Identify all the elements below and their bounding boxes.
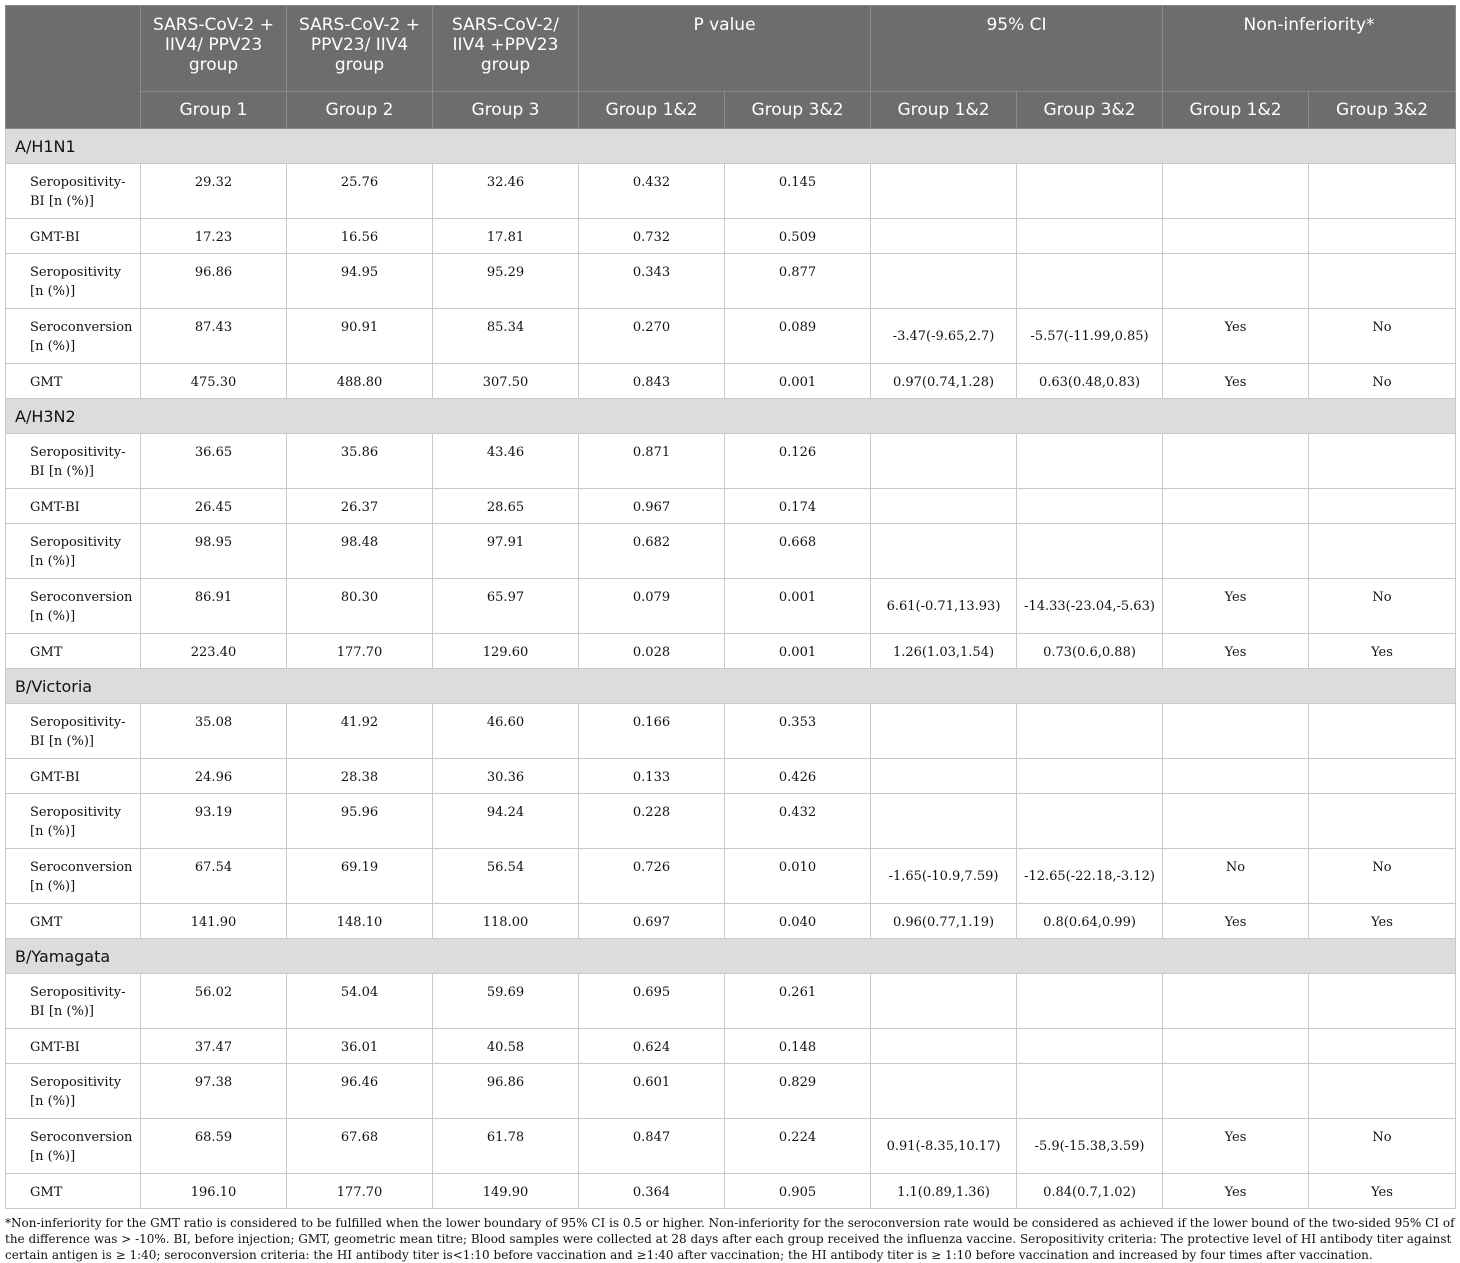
- group-3-value: 61.78: [433, 1119, 579, 1174]
- group-2-value: 25.76: [287, 164, 433, 219]
- group-1-value: 56.02: [141, 974, 287, 1029]
- group-2-value: 96.46: [287, 1064, 433, 1119]
- group-1-value: 98.95: [141, 524, 287, 579]
- non-inferiority-3-2: [1309, 489, 1456, 524]
- group-1-value: 37.47: [141, 1029, 287, 1064]
- section-row: [6, 669, 1456, 704]
- ci-1-2: [871, 759, 1017, 794]
- row-label: GMT-BI: [6, 489, 141, 524]
- group-2-value: 148.10: [287, 904, 433, 939]
- ci-3-2: 0.63(0.48,0.83): [1017, 364, 1163, 399]
- table-row: [6, 974, 1456, 1029]
- p-value-3-2: 0.432: [725, 794, 871, 849]
- p-value-3-2: 0.089: [725, 309, 871, 364]
- row-label: GMT: [6, 904, 141, 939]
- group-2-value: 16.56: [287, 219, 433, 254]
- p-value-3-2: 0.668: [725, 524, 871, 579]
- group-3-value: 17.81: [433, 219, 579, 254]
- non-inferiority-1-2: [1163, 794, 1309, 849]
- ci-1-2: [871, 1064, 1017, 1119]
- table-row: [6, 794, 1456, 849]
- group-2-value: 177.70: [287, 1174, 433, 1209]
- table-row: [6, 704, 1456, 759]
- non-inferiority-3-2: [1309, 1064, 1456, 1119]
- ci-1-2: -3.47(-9.65,2.7): [871, 309, 1017, 364]
- group-1-value: 86.91: [141, 579, 287, 634]
- header-p-value: P value: [579, 6, 871, 92]
- group-3-value: 65.97: [433, 579, 579, 634]
- p-value-3-2: 0.001: [725, 634, 871, 669]
- group-2-value: 26.37: [287, 489, 433, 524]
- p-value-1-2: 0.343: [579, 254, 725, 309]
- table-container: [5, 5, 1455, 1263]
- ci-3-2: [1017, 794, 1163, 849]
- non-inferiority-1-2: [1163, 254, 1309, 309]
- table-row: [6, 1174, 1456, 1209]
- ci-3-2: -5.9(-15.38,3.59): [1017, 1119, 1163, 1174]
- p-value-3-2: 0.001: [725, 364, 871, 399]
- group-3-value: 43.46: [433, 434, 579, 489]
- section-row: [6, 129, 1456, 164]
- table-body: [6, 129, 1456, 1209]
- non-inferiority-3-2: [1309, 164, 1456, 219]
- ci-3-2: 0.73(0.6,0.88): [1017, 634, 1163, 669]
- table-row: [6, 759, 1456, 794]
- ci-1-2: [871, 794, 1017, 849]
- group-3-value: 149.90: [433, 1174, 579, 1209]
- non-inferiority-1-2: [1163, 434, 1309, 489]
- row-label: Seropositivity-BI [n (%)]: [6, 164, 141, 219]
- group-2-value: 35.86: [287, 434, 433, 489]
- group-1-value: 196.10: [141, 1174, 287, 1209]
- group-1-value: 93.19: [141, 794, 287, 849]
- non-inferiority-3-2: Yes: [1309, 904, 1456, 939]
- section-title: A/H3N2: [6, 399, 1456, 434]
- p-value-3-2: 0.877: [725, 254, 871, 309]
- ci-3-2: -12.65(-22.18,-3.12): [1017, 849, 1163, 904]
- row-label: Seroconversion [n (%)]: [6, 1119, 141, 1174]
- row-label: Seropositivity [n (%)]: [6, 1064, 141, 1119]
- p-value-1-2: 0.847: [579, 1119, 725, 1174]
- group-3-value: 30.36: [433, 759, 579, 794]
- table-row: [6, 1064, 1456, 1119]
- table-row: [6, 1029, 1456, 1064]
- non-inferiority-3-2: [1309, 759, 1456, 794]
- section-title: B/Victoria: [6, 669, 1456, 704]
- table-row: [6, 434, 1456, 489]
- non-inferiority-3-2: [1309, 1029, 1456, 1064]
- row-label: Seroconversion [n (%)]: [6, 849, 141, 904]
- row-label: GMT-BI: [6, 219, 141, 254]
- non-inferiority-3-2: [1309, 254, 1456, 309]
- ci-3-2: [1017, 704, 1163, 759]
- ci-1-2: 1.26(1.03,1.54): [871, 634, 1017, 669]
- group-3-value: 46.60: [433, 704, 579, 759]
- p-value-1-2: 0.432: [579, 164, 725, 219]
- p-value-1-2: 0.166: [579, 704, 725, 759]
- header-corner: [6, 6, 141, 129]
- ci-3-2: [1017, 974, 1163, 1029]
- group-3-value: 95.29: [433, 254, 579, 309]
- ci-1-2: 0.96(0.77,1.19): [871, 904, 1017, 939]
- non-inferiority-1-2: No: [1163, 849, 1309, 904]
- ci-1-2: 6.61(-0.71,13.93): [871, 579, 1017, 634]
- table-header: [6, 6, 1456, 129]
- p-value-3-2: 0.174: [725, 489, 871, 524]
- row-label: GMT-BI: [6, 759, 141, 794]
- header-group-1: SARS-CoV-2 + IIV4/ PPV23 group: [141, 6, 287, 92]
- non-inferiority-3-2: [1309, 219, 1456, 254]
- row-label: GMT: [6, 1174, 141, 1209]
- row-label: Seropositivity-BI [n (%)]: [6, 974, 141, 1029]
- group-3-value: 28.65: [433, 489, 579, 524]
- section-row: [6, 399, 1456, 434]
- ci-1-2: 1.1(0.89,1.36): [871, 1174, 1017, 1209]
- p-value-1-2: 0.624: [579, 1029, 725, 1064]
- ci-1-2: [871, 524, 1017, 579]
- ci-1-2: [871, 164, 1017, 219]
- non-inferiority-1-2: [1163, 1064, 1309, 1119]
- section-row: [6, 939, 1456, 974]
- group-1-value: 67.54: [141, 849, 287, 904]
- p-value-3-2: 0.829: [725, 1064, 871, 1119]
- p-value-1-2: 0.228: [579, 794, 725, 849]
- row-label: Seroconversion [n (%)]: [6, 309, 141, 364]
- table-row: [6, 634, 1456, 669]
- p-value-1-2: 0.695: [579, 974, 725, 1029]
- subheader: Group 3&2: [1309, 92, 1456, 129]
- p-value-1-2: 0.726: [579, 849, 725, 904]
- row-label: GMT: [6, 634, 141, 669]
- ci-1-2: [871, 489, 1017, 524]
- non-inferiority-1-2: Yes: [1163, 579, 1309, 634]
- p-value-1-2: 0.682: [579, 524, 725, 579]
- group-1-value: 24.96: [141, 759, 287, 794]
- row-label: Seropositivity [n (%)]: [6, 524, 141, 579]
- non-inferiority-3-2: Yes: [1309, 634, 1456, 669]
- p-value-3-2: 0.426: [725, 759, 871, 794]
- ci-3-2: [1017, 434, 1163, 489]
- row-label: Seropositivity [n (%)]: [6, 254, 141, 309]
- group-3-value: 59.69: [433, 974, 579, 1029]
- group-2-value: 90.91: [287, 309, 433, 364]
- non-inferiority-3-2: No: [1309, 579, 1456, 634]
- subheader: Group 3: [433, 92, 579, 129]
- group-2-value: 28.38: [287, 759, 433, 794]
- non-inferiority-3-2: No: [1309, 849, 1456, 904]
- non-inferiority-3-2: [1309, 794, 1456, 849]
- group-1-value: 96.86: [141, 254, 287, 309]
- group-1-value: 141.90: [141, 904, 287, 939]
- group-1-value: 29.32: [141, 164, 287, 219]
- non-inferiority-1-2: Yes: [1163, 904, 1309, 939]
- p-value-3-2: 0.509: [725, 219, 871, 254]
- non-inferiority-3-2: No: [1309, 309, 1456, 364]
- ci-3-2: 0.8(0.64,0.99): [1017, 904, 1163, 939]
- group-3-value: 40.58: [433, 1029, 579, 1064]
- group-3-value: 94.24: [433, 794, 579, 849]
- ci-3-2: [1017, 164, 1163, 219]
- group-2-value: 69.19: [287, 849, 433, 904]
- group-3-value: 56.54: [433, 849, 579, 904]
- ci-3-2: [1017, 219, 1163, 254]
- non-inferiority-3-2: [1309, 704, 1456, 759]
- section-title: A/H1N1: [6, 129, 1456, 164]
- p-value-1-2: 0.967: [579, 489, 725, 524]
- p-value-3-2: 0.040: [725, 904, 871, 939]
- ci-3-2: [1017, 254, 1163, 309]
- non-inferiority-3-2: [1309, 524, 1456, 579]
- subheader: Group 3&2: [1017, 92, 1163, 129]
- ci-1-2: [871, 704, 1017, 759]
- row-label: Seroconversion [n (%)]: [6, 579, 141, 634]
- p-value-3-2: 0.010: [725, 849, 871, 904]
- p-value-3-2: 0.001: [725, 579, 871, 634]
- non-inferiority-1-2: Yes: [1163, 1174, 1309, 1209]
- header-group-2: SARS-CoV-2 + PPV23/ IIV4 group: [287, 6, 433, 92]
- p-value-1-2: 0.843: [579, 364, 725, 399]
- group-2-value: 94.95: [287, 254, 433, 309]
- group-2-value: 54.04: [287, 974, 433, 1029]
- p-value-3-2: 0.126: [725, 434, 871, 489]
- ci-1-2: [871, 434, 1017, 489]
- group-2-value: 95.96: [287, 794, 433, 849]
- row-label: Seropositivity [n (%)]: [6, 794, 141, 849]
- subheader: Group 1: [141, 92, 287, 129]
- non-inferiority-3-2: [1309, 974, 1456, 1029]
- group-3-value: 85.34: [433, 309, 579, 364]
- section-title: B/Yamagata: [6, 939, 1456, 974]
- group-1-value: 87.43: [141, 309, 287, 364]
- ci-3-2: [1017, 1064, 1163, 1119]
- group-1-value: 475.30: [141, 364, 287, 399]
- row-label: Seropositivity-BI [n (%)]: [6, 704, 141, 759]
- subheader: Group 1&2: [871, 92, 1017, 129]
- non-inferiority-1-2: Yes: [1163, 1119, 1309, 1174]
- group-3-value: 97.91: [433, 524, 579, 579]
- group-1-value: 223.40: [141, 634, 287, 669]
- non-inferiority-1-2: [1163, 164, 1309, 219]
- table-row: [6, 489, 1456, 524]
- non-inferiority-1-2: Yes: [1163, 364, 1309, 399]
- ci-1-2: 0.91(-8.35,10.17): [871, 1119, 1017, 1174]
- table-row: [6, 524, 1456, 579]
- p-value-1-2: 0.028: [579, 634, 725, 669]
- non-inferiority-1-2: [1163, 759, 1309, 794]
- table-row: [6, 579, 1456, 634]
- group-2-value: 41.92: [287, 704, 433, 759]
- group-3-value: 32.46: [433, 164, 579, 219]
- header-non-inferiority: Non-inferiority*: [1163, 6, 1456, 92]
- group-1-value: 36.65: [141, 434, 287, 489]
- ci-3-2: [1017, 524, 1163, 579]
- group-1-value: 26.45: [141, 489, 287, 524]
- ci-1-2: -1.65(-10.9,7.59): [871, 849, 1017, 904]
- subheader: Group 1&2: [579, 92, 725, 129]
- p-value-3-2: 0.905: [725, 1174, 871, 1209]
- p-value-3-2: 0.261: [725, 974, 871, 1029]
- p-value-1-2: 0.871: [579, 434, 725, 489]
- ci-1-2: [871, 219, 1017, 254]
- non-inferiority-1-2: Yes: [1163, 634, 1309, 669]
- p-value-1-2: 0.732: [579, 219, 725, 254]
- ci-1-2: [871, 974, 1017, 1029]
- footnote: *Non-inferiority for the GMT ratio is considered to be fulfilled when the lower boundary of 95% CI is 0.5 or higher. Non-inferiority for the seroconversion rate would be considered as achieved if the lower bound of the two-sided 95% CI of the difference was > -10%. BI, before injection; GMT, geometric mean titre; Blood samples were collected at 28 days after each group received the influenza vaccine. Seropositivity criteria: The protective level of HI antibody titer against certain antigen is ≥ 1:40; seroconversion criteria: the HI antibody titer is<1:10 before vaccination and ≥1:40 after vaccination; the HI antibody titer is ≥ 1:10 before vaccination and increased by four times after vaccination.: [5, 1216, 1455, 1262]
- non-inferiority-1-2: [1163, 704, 1309, 759]
- row-label: Seropositivity-BI [n (%)]: [6, 434, 141, 489]
- group-2-value: 177.70: [287, 634, 433, 669]
- group-3-value: 96.86: [433, 1064, 579, 1119]
- group-1-value: 68.59: [141, 1119, 287, 1174]
- group-3-value: 118.00: [433, 904, 579, 939]
- ci-1-2: 0.97(0.74,1.28): [871, 364, 1017, 399]
- ci-3-2: -14.33(-23.04,-5.63): [1017, 579, 1163, 634]
- header-95ci: 95% CI: [871, 6, 1163, 92]
- table-row: [6, 364, 1456, 399]
- group-2-value: 80.30: [287, 579, 433, 634]
- non-inferiority-1-2: [1163, 219, 1309, 254]
- p-value-3-2: 0.148: [725, 1029, 871, 1064]
- ci-3-2: [1017, 1029, 1163, 1064]
- non-inferiority-3-2: No: [1309, 1119, 1456, 1174]
- row-label: GMT-BI: [6, 1029, 141, 1064]
- table-row: [6, 309, 1456, 364]
- non-inferiority-1-2: [1163, 1029, 1309, 1064]
- non-inferiority-3-2: [1309, 434, 1456, 489]
- non-inferiority-3-2: No: [1309, 364, 1456, 399]
- ci-3-2: 0.84(0.7,1.02): [1017, 1174, 1163, 1209]
- group-1-value: 97.38: [141, 1064, 287, 1119]
- non-inferiority-1-2: [1163, 524, 1309, 579]
- non-inferiority-3-2: Yes: [1309, 1174, 1456, 1209]
- p-value-1-2: 0.133: [579, 759, 725, 794]
- p-value-1-2: 0.364: [579, 1174, 725, 1209]
- table-row: [6, 164, 1456, 219]
- data-table: [5, 5, 1456, 1209]
- group-2-value: 488.80: [287, 364, 433, 399]
- table-row: [6, 904, 1456, 939]
- row-label: GMT: [6, 364, 141, 399]
- p-value-1-2: 0.079: [579, 579, 725, 634]
- table-row: [6, 254, 1456, 309]
- group-3-value: 307.50: [433, 364, 579, 399]
- p-value-3-2: 0.224: [725, 1119, 871, 1174]
- p-value-3-2: 0.145: [725, 164, 871, 219]
- p-value-3-2: 0.353: [725, 704, 871, 759]
- p-value-1-2: 0.697: [579, 904, 725, 939]
- ci-3-2: [1017, 759, 1163, 794]
- table-row: [6, 219, 1456, 254]
- table-row: [6, 849, 1456, 904]
- group-2-value: 67.68: [287, 1119, 433, 1174]
- non-inferiority-1-2: [1163, 489, 1309, 524]
- ci-3-2: -5.57(-11.99,0.85): [1017, 309, 1163, 364]
- group-1-value: 17.23: [141, 219, 287, 254]
- header-group-3: SARS-CoV-2/ IIV4 +PPV23 group: [433, 6, 579, 92]
- p-value-1-2: 0.270: [579, 309, 725, 364]
- non-inferiority-1-2: Yes: [1163, 309, 1309, 364]
- group-2-value: 98.48: [287, 524, 433, 579]
- non-inferiority-1-2: [1163, 974, 1309, 1029]
- p-value-1-2: 0.601: [579, 1064, 725, 1119]
- subheader: Group 1&2: [1163, 92, 1309, 129]
- ci-1-2: [871, 1029, 1017, 1064]
- subheader: Group 2: [287, 92, 433, 129]
- ci-1-2: [871, 254, 1017, 309]
- group-3-value: 129.60: [433, 634, 579, 669]
- ci-3-2: [1017, 489, 1163, 524]
- group-1-value: 35.08: [141, 704, 287, 759]
- group-2-value: 36.01: [287, 1029, 433, 1064]
- table-row: [6, 1119, 1456, 1174]
- subheader: Group 3&2: [725, 92, 871, 129]
